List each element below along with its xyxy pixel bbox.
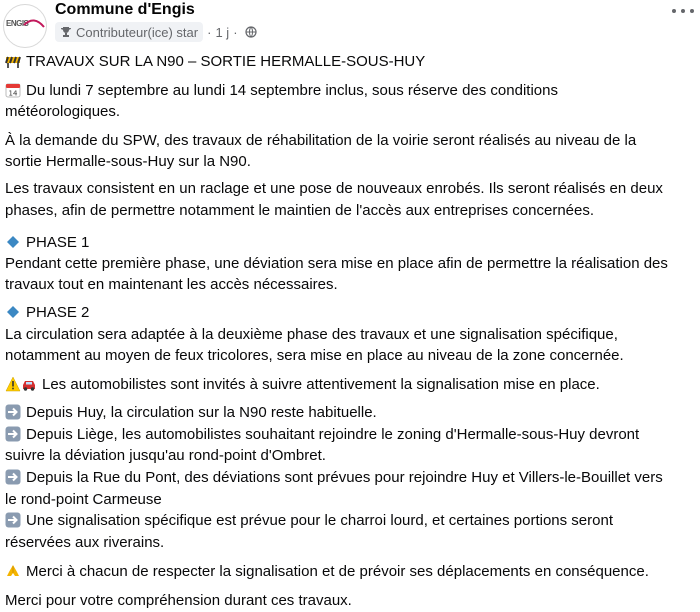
right-arrow-icon [5,512,21,528]
avatar-swoosh-icon [4,5,46,47]
right-arrow-icon [5,469,21,485]
svg-text:14: 14 [8,89,18,98]
right-arrow-icon [5,426,21,442]
post-title [5,51,425,73]
text-line: À la demande du SPW, des travaux de réhabilitation de la voirie seront réalisés au niveau de la [5,132,637,149]
route-item [5,402,377,424]
avatar[interactable] [3,4,47,48]
line-text: PHASE 1 [26,234,90,251]
text-line: notamment au moyen de feux tricolores, sera mise en place au niveau de la zone concernée. [5,347,624,364]
line-text: Merci à chacun de respecter la signalisation et de prévoir ses déplacements en conséquence. [26,563,649,580]
text-line: La circulation sera adaptée à la deuxième phase des travaux et une signalisation spécifique, [5,326,618,343]
construction-barrier-icon [5,53,21,69]
post-time[interactable]: 1 j [215,24,230,40]
text-line: réservées aux riverains. [5,534,165,551]
contributor-badge[interactable] [55,22,203,42]
globe-icon [245,26,257,38]
warning-line [5,374,600,396]
thanks-line [5,561,649,583]
line-text: PHASE 2 [26,304,90,321]
more-options-icon[interactable] [672,6,694,16]
blue-diamond-icon [5,304,21,320]
badge-label: Contributeur(ice) star [76,24,199,40]
line-text: Depuis Huy, la circulation sur la N90 reste habituelle. [26,404,377,421]
route-item [5,510,613,532]
line-text: Depuis la Rue du Pont, des déviations sont prévues pour rejoindre Huy et Villers-le-Bouillet vers [26,469,663,486]
date-line [5,80,558,102]
phase-1-heading [5,232,89,254]
meta-separator: · [233,24,238,40]
author-name[interactable]: Commune d'Engis [55,1,195,18]
blue-diamond-icon [5,234,21,250]
line-text: Depuis Liège, les automobilistes souhaitant rejoindre le zoning d'Hermalle-sous-Huy devront [26,426,640,443]
avatar-logo-text: ENGIS [6,19,29,28]
line-text: Les automobilistes sont invités à suivre attentivement la signalisation mise en place. [42,376,600,393]
line-text: Une signalisation spécifique est prévue pour le charroi lourd, et certaines portions seront [26,512,613,529]
trophy-icon [60,26,72,38]
text-line: le rond-point Carmeuse [5,491,162,508]
calendar-icon [5,82,21,98]
phase-2-heading [5,302,89,324]
route-item [5,424,639,446]
text-line: Merci pour votre compréhension durant ces travaux. [5,592,352,609]
line-text: TRAVAUX SUR LA N90 – SORTIE HERMALLE-SOUS-HUY [26,53,426,70]
text-line: suivre la déviation jusqu'au rond-point d'Ombret. [5,447,326,464]
line-text: Du lundi 7 septembre au lundi 14 septembre inclus, sous réserve des conditions [26,82,558,99]
post-header [0,0,700,46]
text-line: Les travaux consistent en un raclage et une pose de nouveaux enrobés. Ils seront réalisés en deux [5,180,663,197]
post-meta [55,22,257,42]
text-line: sortie Hermalle-sous-Huy sur la N90. [5,153,251,170]
car-icon [21,376,37,392]
text-line: phases, afin de permettre notamment le maintien de l'accès aux entreprises concernées. [5,202,595,219]
text-line: Pendant cette première phase, une déviation sera mise en place afin de permettre la réalisation des [5,255,668,272]
praying-hands-icon [5,563,21,579]
meta-separator: · [207,24,212,40]
text-line: travaux tout en maintenant les accès nécessaires. [5,276,338,293]
right-arrow-icon [5,404,21,420]
warning-icon [5,376,21,392]
text-line: météorologiques. [5,103,121,120]
route-item [5,467,663,489]
